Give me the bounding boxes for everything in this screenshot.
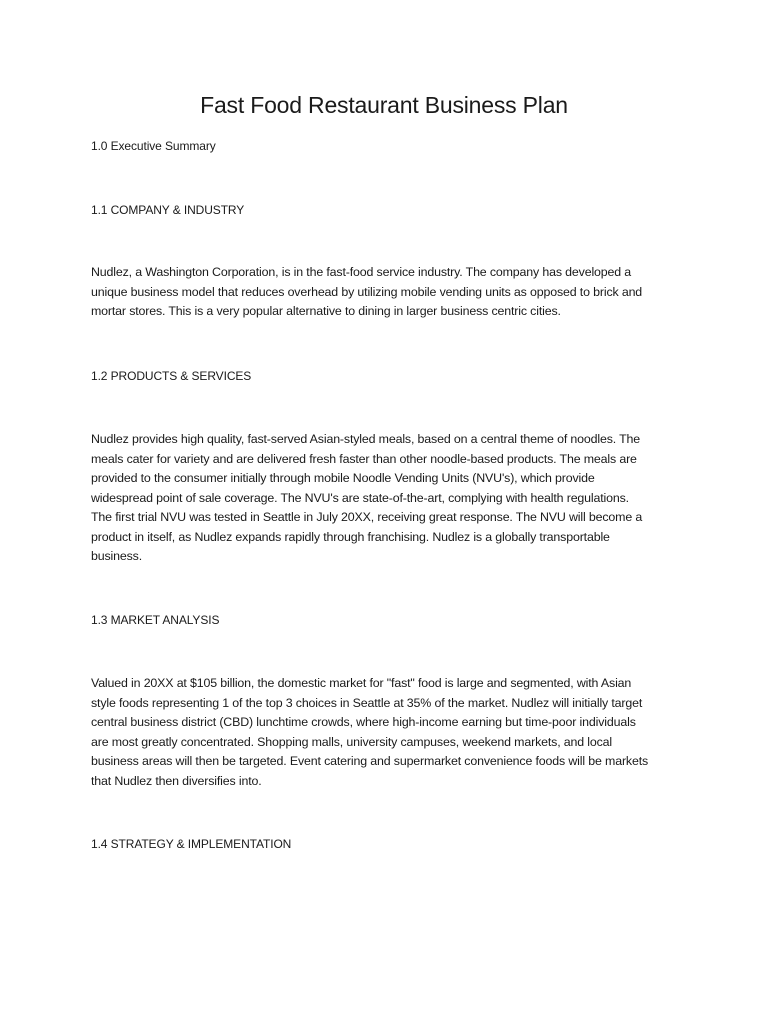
paragraph-line: are most greatly concentrated. Shopping malls, university campuses, weekend markets, and local [91,734,613,749]
paragraph-line: mortar stores. This is a very popular alternative to dining in larger business centric cities. [91,304,561,318]
paragraph-line: business. [91,549,142,563]
paragraph-market-analysis [91,674,691,791]
section-heading-products-services: 1.2 PRODUCTS & SERVICES [91,369,252,383]
paragraph-line: Nudlez provides high quality, fast-served Asian-styled meals, based on a central theme of noodles. The [91,432,641,446]
paragraph-line: style foods representing 1 of the top 3 choices in Seattle at 35% of the market. Nudlez will initially target [91,695,643,710]
paragraph-line: meals cater for variety and are delivered fresh faster than other noodle-based products. The meals are [91,451,637,466]
paragraph-line: business areas will then be targeted. Event catering and supermarket convenience foods will be markets [91,754,649,768]
paragraph-line: Nudlez, a Washington Corporation, is in the fast-food service industry. The company has developed a [91,265,632,279]
section-heading-executive-summary: 1.0 Executive Summary [91,139,216,153]
section-heading-company-industry: 1.1 COMPANY & INDUSTRY [91,203,245,217]
paragraph-line: central business district (CBD) lunchtime crowds, where high-income earning but time-poor individuals [91,715,636,729]
paragraph-line: Valued in 20XX at $105 billion, the domestic market for "fast" food is large and segmented, with Asian [91,676,632,690]
paragraph-line: that Nudlez then diversifies into. [91,773,262,788]
paragraph-line: provided to the consumer initially through mobile Noodle Vending Units (NVU's), which provide [91,471,595,485]
section-heading-market-analysis: 1.3 MARKET ANALYSIS [91,613,220,627]
paragraph-line: unique business model that reduces overhead by utilizing mobile vending units as opposed to brick and [91,284,643,299]
paragraph-line: product in itself, as Nudlez expands rapidly through franchising. Nudlez is a globally transportable [91,529,610,544]
paragraph-line: The first trial NVU was tested in Seattle in July 20XX, receiving great response. The NVU will become a [91,510,643,524]
paragraph-company-industry [91,263,691,322]
section-heading-strategy-implementation: 1.4 STRATEGY & IMPLEMENTATION [91,837,292,851]
paragraph-line: widespread point of sale coverage. The NVU's are state-of-the-art, complying with health regulations. [91,490,629,505]
paragraph-products-services [91,430,691,567]
document-title: Fast Food Restaurant Business Plan [200,92,568,118]
